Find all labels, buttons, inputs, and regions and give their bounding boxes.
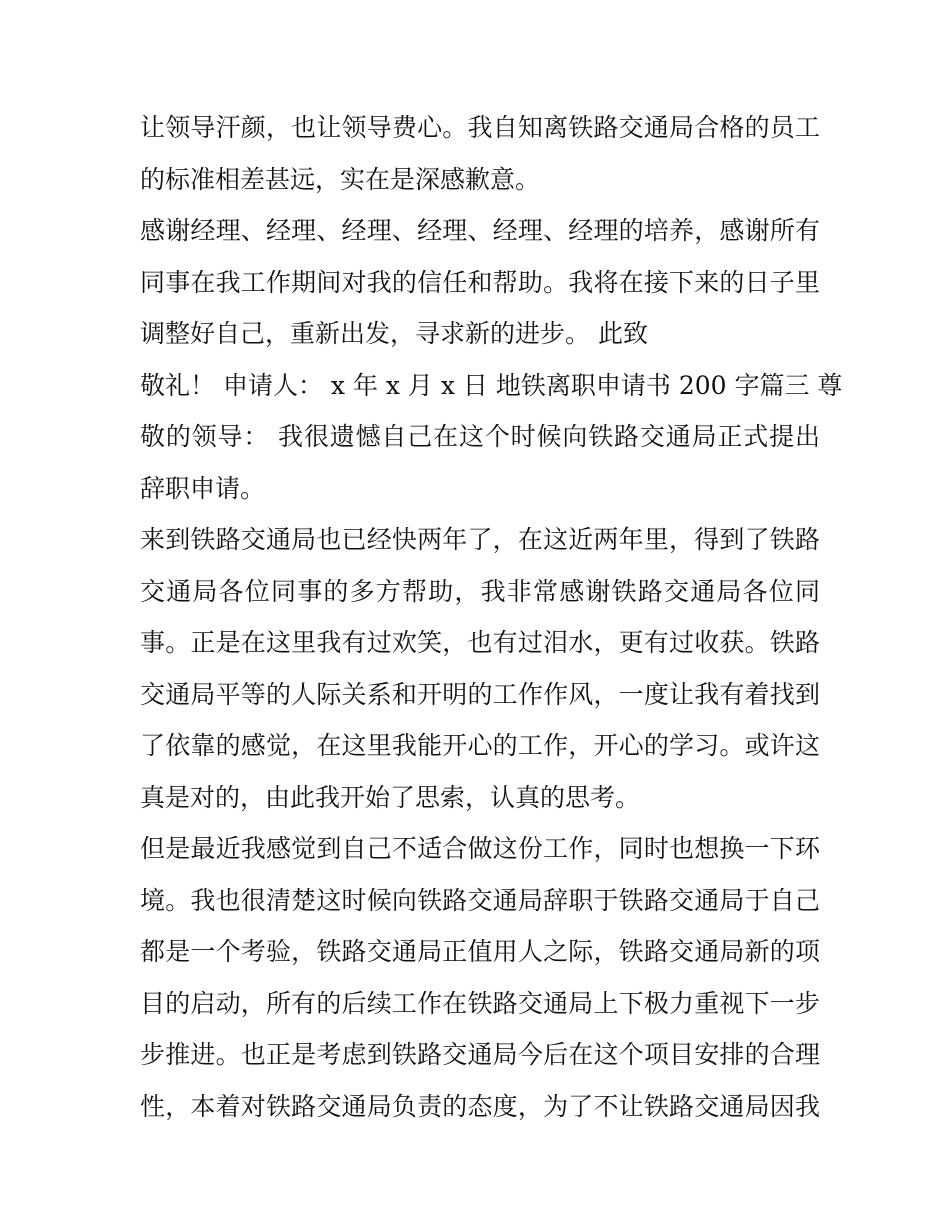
text-line: 辞职申请。 — [140, 473, 266, 503]
text-line: 调整好自己，重新出发，寻求新的进步。 此致 — [140, 319, 648, 348]
text-line: 性，本着对铁路交通局负责的态度，为了不让铁路交通局因我 — [140, 1091, 820, 1121]
text-line: 境。我也很清楚这时候向铁路交通局辞职于铁路交通局于自己 — [140, 885, 820, 915]
text-line: 事。正是在这里我有过欢笑，也有过泪水，更有过收获。铁路 — [140, 628, 820, 657]
text-line: 敬礼！ 申请人： x 年 x 月 x 日 地铁离职申请书 200 字篇三 尊 — [140, 370, 843, 400]
text-line: 感谢经理、经理、经理、经理、经理、经理的培养，感谢所有 — [140, 216, 820, 245]
text-line: 步推进。也正是考虑到铁路交通局今后在这个项目安排的合理 — [140, 1040, 820, 1069]
text-line: 交通局各位同事的多方帮助，我非常感谢铁路交通局各位同 — [140, 576, 820, 606]
text-line: 都是一个考验，铁路交通局正值用人之际，铁路交通局新的项 — [140, 937, 820, 966]
text-line: 的标准相差甚远，实在是深感歉意。 — [140, 164, 541, 194]
text-line: 来到铁路交通局也已经快两年了，在这近两年里，得到了铁路 — [140, 525, 820, 554]
text-line: 但是最近我感觉到自己不适合做这份工作，同时也想换一下环 — [140, 834, 820, 863]
text-line: 交通局平等的人际关系和开明的工作作风，一度让我有着找到 — [140, 679, 820, 709]
text-line: 目的启动，所有的后续工作在铁路交通局上下极力重视下一步 — [140, 988, 820, 1018]
text-line: 了依靠的感觉，在这里我能开心的工作，开心的学习。或许这 — [140, 731, 820, 760]
text-line: 让领导汗颜，也让领导费心。我自知离铁路交通局合格的员工 — [140, 113, 820, 142]
text-line: 敬的领导： 我很遗憾自己在这个时候向铁路交通局正式提出 — [140, 422, 820, 451]
document-body — [140, 102, 843, 1132]
text-line: 同事在我工作期间对我的信任和帮助。我将在接下来的日子里 — [140, 267, 820, 297]
text-line: 真是对的，由此我开始了思索，认真的思考。 — [140, 782, 641, 812]
